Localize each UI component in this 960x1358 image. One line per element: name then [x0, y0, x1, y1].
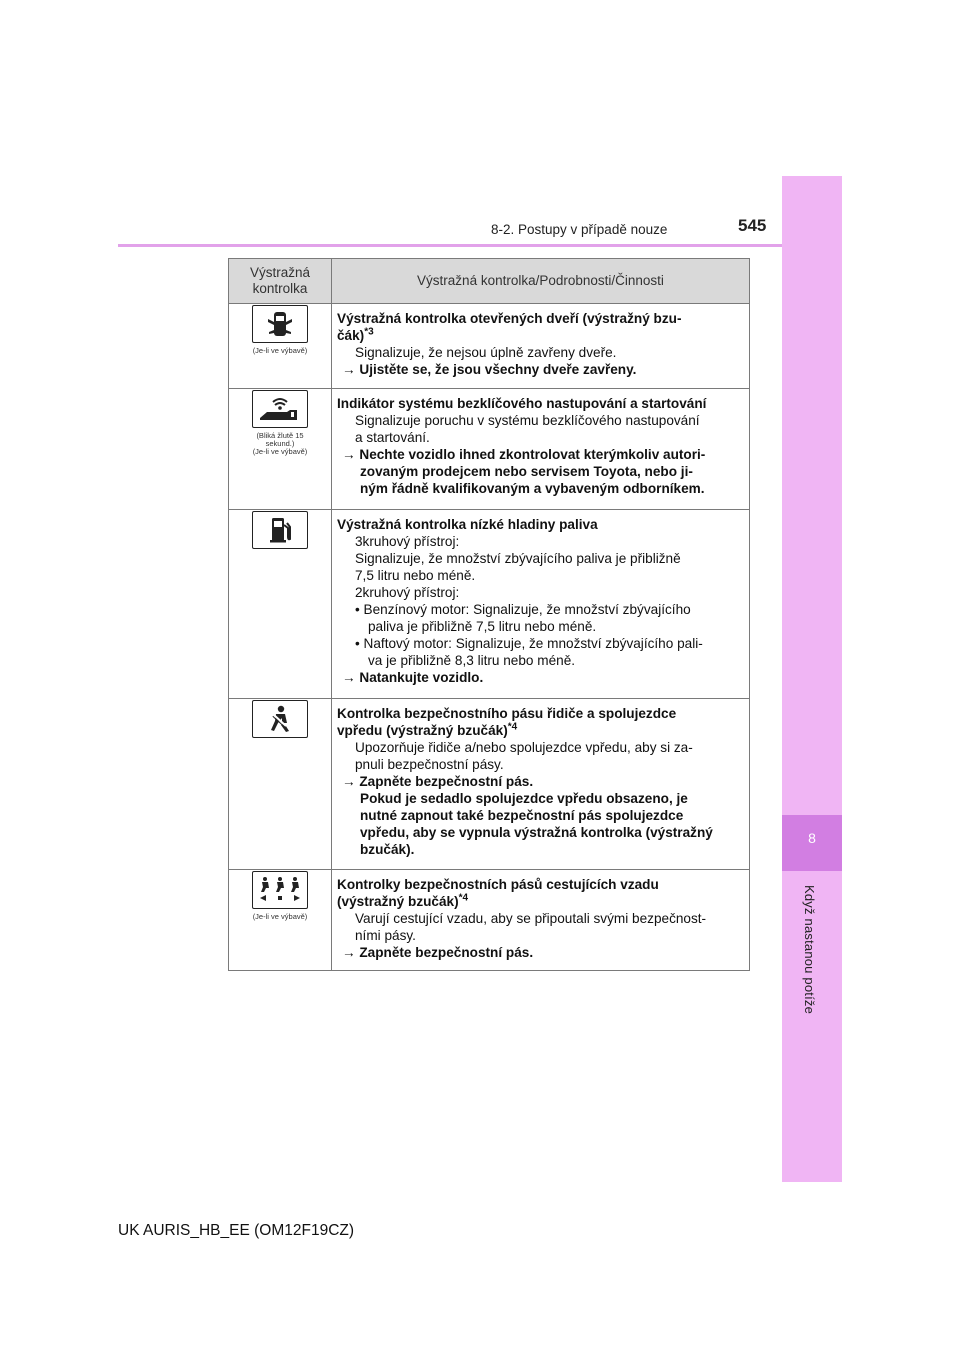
- list-item: va je přibližně 8,3 litru nebo méně.: [368, 653, 576, 668]
- row-description: pnuli bezpečnostní pásy.: [355, 757, 504, 772]
- rear-seatbelts-icon: [252, 871, 308, 909]
- list-item: • Benzínový motor: Signalizuje, že množství zbývajícího: [355, 602, 691, 617]
- row-action: zovaným prodejcem nebo servisem Toyota, nebo ji-: [360, 464, 693, 479]
- row-title: Výstražná kontrolka otevřených dveří (výstražný bzu-: [337, 311, 682, 326]
- row-action: Zapněte bezpečnostní pás.: [359, 774, 534, 789]
- icon-note: (Je-li ve výbavě): [252, 912, 308, 921]
- row-title: Indikátor systému bezklíčového nastupování a startování: [337, 396, 707, 411]
- icon-note: (Je-li ve výbavě): [252, 447, 308, 456]
- row-title: Kontrolky bezpečnostních pásů cestujících vzadu: [337, 877, 659, 892]
- row-description: Varují cestující vzadu, aby se připoutali svými bezpečnost-: [355, 911, 707, 926]
- row-action: Zapněte bezpečnostní pás.: [359, 945, 534, 960]
- page-number: 545: [738, 216, 767, 235]
- row-note: nutné zapnout také bezpečnostní pás spolujezdce: [360, 808, 684, 823]
- row-title: vpředu (výstražný bzučák): [337, 723, 508, 738]
- row-description: 2kruhový přístroj:: [355, 585, 460, 600]
- seatbelt-icon: [252, 700, 308, 738]
- column-header-light: Výstražná kontrolka: [229, 259, 332, 304]
- list-item: paliva je přibližně 7,5 litru nebo méně.: [368, 619, 597, 634]
- list-item: • Naftový motor: Signalizuje, že množství zbývajícího pali-: [355, 636, 703, 651]
- row-description: Signalizuje, že nejsou úplně zavřeny dveře.: [355, 345, 617, 360]
- arrow-icon: →: [342, 945, 356, 960]
- row-note: bzučák).: [360, 842, 415, 857]
- row-note: Pokud je sedadlo spolujezdce vpředu obsazeno, je: [360, 791, 688, 806]
- table-row: [229, 389, 750, 510]
- footnote-marker: *4: [507, 721, 518, 733]
- table-row: [229, 510, 750, 699]
- section-title: 8-2. Postupy v případě nouze: [491, 222, 668, 237]
- smart-key-icon: [252, 390, 308, 428]
- table-header-row: [229, 259, 750, 304]
- table-row: [229, 699, 750, 870]
- arrow-icon: →: [342, 447, 356, 462]
- table-row: [229, 304, 750, 389]
- footnote-marker: *4: [458, 892, 469, 904]
- row-description: a startování.: [355, 430, 430, 445]
- row-note: vpředu, aby se vypnula výstražná kontrolka (výstražný: [360, 825, 713, 840]
- row-description: ními pásy.: [355, 928, 416, 943]
- row-description: 7,5 litru nebo méně.: [355, 568, 476, 583]
- arrow-icon: →: [342, 362, 356, 377]
- row-description: Upozorňuje řidiče a/nebo spolujezdce vpředu, aby si za-: [355, 740, 693, 755]
- fuel-pump-icon: [252, 511, 308, 549]
- side-tab-label: Když nastanou potíže: [802, 885, 817, 1015]
- row-action: Nechte vozidlo ihned zkontrolovat kterýmkoliv autori-: [359, 447, 706, 462]
- door-open-icon: [252, 305, 308, 343]
- row-title: čák): [337, 328, 365, 343]
- row-title: Kontrolka bezpečnostního pásu řidiče a spolujezdce: [337, 706, 677, 721]
- arrow-icon: →: [342, 670, 356, 685]
- header-divider: [118, 244, 782, 247]
- footer-model-code: UK AURIS_HB_EE (OM12F19CZ): [118, 1222, 355, 1239]
- side-tab-bar: [782, 176, 842, 1182]
- warning-lights-table: [228, 258, 750, 971]
- row-description: Signalizuje poruchu v systému bezklíčového nastupování: [355, 413, 700, 428]
- row-description: Signalizuje, že množství zbývajícího paliva je přibližně: [355, 551, 681, 566]
- side-tab-number: 8: [808, 830, 816, 846]
- footnote-marker: *3: [364, 326, 374, 338]
- icon-note: sekund.): [265, 439, 295, 448]
- icon-note: (Bliká žlutě 15: [256, 431, 304, 440]
- arrow-icon: →: [342, 774, 356, 789]
- icon-note: (Je-li ve výbavě): [252, 346, 308, 355]
- row-action: Natankujte vozidlo.: [359, 670, 484, 685]
- row-title: (výstražný bzučák): [337, 894, 459, 909]
- row-description: 3kruhový přístroj:: [355, 534, 460, 549]
- column-header-details: Výstražná kontrolka/Podrobnosti/Činnosti: [332, 259, 750, 304]
- table-row: [229, 870, 750, 971]
- row-action: Ujistěte se, že jsou všechny dveře zavřeny.: [359, 362, 637, 377]
- row-action: ným řádně kvalifikovaným a vybaveným odborníkem.: [360, 481, 705, 496]
- row-title: Výstražná kontrolka nízké hladiny paliva: [337, 517, 598, 532]
